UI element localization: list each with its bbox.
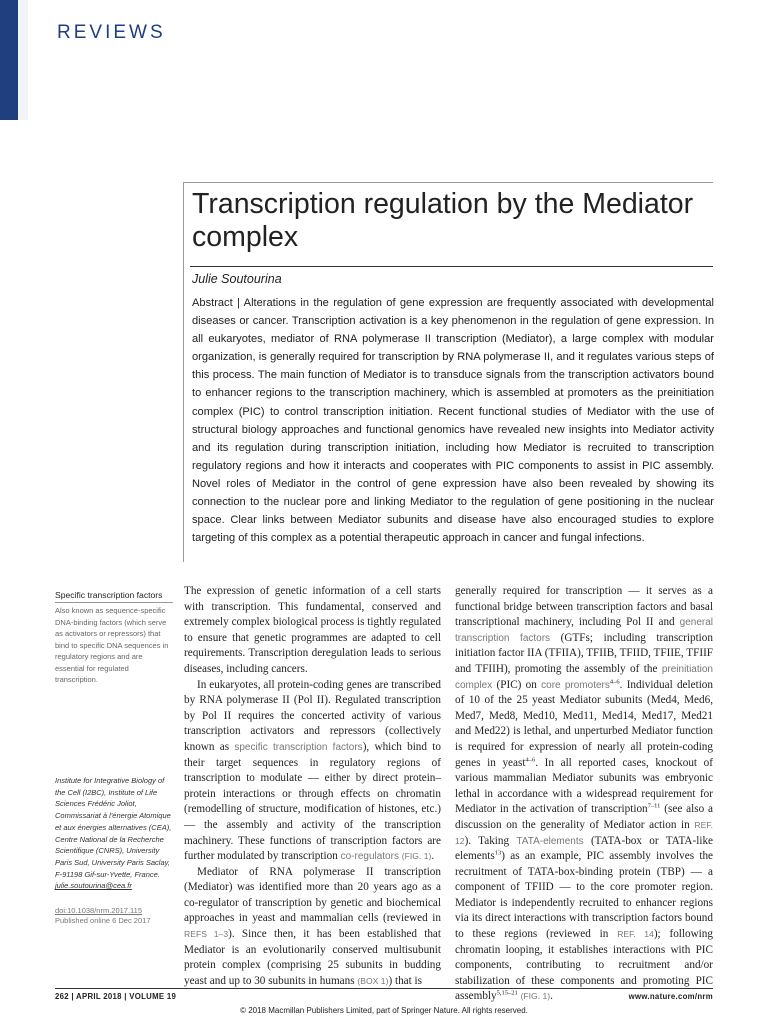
publication-info bbox=[55, 906, 180, 926]
figure-ref[interactable]: (FIG. 1) bbox=[401, 851, 432, 862]
page-info: 262 | APRIL 2018 | VOLUME 19 bbox=[55, 992, 177, 1001]
box-ref[interactable]: (BOX 1) bbox=[357, 975, 389, 986]
citation-sup[interactable]: 4–6 bbox=[609, 677, 620, 685]
doi-link[interactable]: doi:10.1038/nrm.2017.115 bbox=[55, 906, 143, 915]
body-paragraph: The expression of genetic information of a cell starts with transcription. This fundamental, conserved and extremely complex biological process is tightly regulated to ensure that genetic programmes are adapted to cell requirements. Transcription deregulation leads to serious diseases, including cancers. bbox=[184, 585, 441, 675]
figure-ref[interactable]: (FIG. 1) bbox=[520, 991, 551, 1002]
reference-link[interactable]: REFS 1–3 bbox=[184, 929, 229, 940]
copyright-notice: © 2018 Macmillan Publishers Limited, part of Springer Nature. All rights reserved. bbox=[240, 1006, 528, 1015]
body-paragraph: In eukaryotes, all protein-coding genes are transcribed by RNA polymerase II (Pol II). Regulated transcription by Pol II requires the concerted activity of various transcription activators and repressors (collectively known as specific transcription factors), which bind to their target sequences in regulatory regions of transcription to modulate — either by direct protein–protein interactions or through effects on chromatin (remodelling of structure, modification of histones, etc.) — the assembly and activity of the transcription machinery. These functions of transcription factors are further modulated by transcription co-regulators (FIG. 1). bbox=[184, 678, 441, 863]
journal-color-bar bbox=[0, 0, 18, 120]
abstract-side-rule bbox=[183, 182, 184, 562]
body-column-2 bbox=[455, 584, 713, 1005]
glossary-link[interactable]: general transcription factors bbox=[455, 617, 713, 644]
email-link[interactable]: julie.soutourina@cea.fr bbox=[55, 881, 132, 891]
author-rule bbox=[190, 266, 713, 267]
journal-website[interactable]: www.nature.com/nrm bbox=[628, 992, 713, 1001]
reference-link[interactable]: REF. 14 bbox=[617, 929, 654, 940]
reference-link[interactable]: REF. 12 bbox=[455, 819, 713, 846]
author-name: Julie Soutourina bbox=[192, 272, 282, 286]
body-column-1 bbox=[184, 584, 441, 989]
journal-color-bar-shade bbox=[18, 0, 28, 120]
glossary-definition: Also known as sequence-specific DNA-binding factors (which serve as activators or repressors) that bind to specific DNA sequences in regulatory regions and are essential for regulated transcription. bbox=[55, 606, 169, 684]
footer-rule bbox=[55, 988, 713, 989]
affiliation-text: Institute for Integrative Biology of the Cell (I2BC), Institute of Life Sciences Frédéric Joliot, Commissariat à l'énergie Atomique et aux énergies alternatives (CEA), Centre National de la Recherche Scientifique (CNRS), University Paris Sud, University Paris Saclay, F-91198 Gif-sur-Yvette, France. bbox=[55, 776, 172, 879]
author-affiliation bbox=[55, 775, 173, 892]
citation-sup[interactable]: 4–6 bbox=[525, 755, 536, 763]
abstract: Abstract | Alterations in the regulation of gene expression are frequently associated with developmental diseases or cancer. Transcription activation is a key phenomenon in the regulation of gene expression. In all eukaryotes, mediator of RNA polymerase II transcription (Mediator), a large complex with modular organization, is generally required for transcription by RNA polymerase II, and it regulates various steps of this process. The main function of Mediator is to transduce signals from the transcription activators bound to enhancer regions to the transcription machinery, which is assembled at promoters as the preinitiation complex (PIC) to control transcription initiation. Recent functional studies of Mediator with the use of structural biology approaches and functional genomics have revealed new insights into Mediator activity and its regulation during transcription initiation, including how Mediator is recruited to transcription regulatory regions and how it interacts and cooperates with PIC components to assist in PIC assembly. Novel roles of Mediator in the control of gene expression have also been revealed by showing its connection to the nuclear pore and linking Mediator to the regulation of gene positioning in the nuclear space. Clear links between Mediator subunits and disease have also encouraged studies to explore targeting of this complex as a potential therapeutic approach in cancer and fungal infections. bbox=[192, 297, 714, 545]
glossary-box bbox=[55, 590, 173, 686]
body-paragraph: generally required for transcription — it serves as a functional bridge between transcription factors and basal transcriptional machinery, including Pol II and general transcription factors (GTFs; including transcription initiation factor IIA (TFIIA), TFIIB, TFIID, TFIIE, TFIIF and TFIIH), promoting the assembly of the preinitiation complex (PIC) on core promoters$^{4-6}$. Individual deletion of 10 of the 25 yeast Mediator subunits (Med4, Med6, Med7, Med8, Med10, Med11, Med14, Med17, Med21 and Med22) is lethal, and unperturbed Mediator function is required for expression of nearly all protein-coding genes in yeast$^{4-6}$. In all reported cases, knockout of various mammalian Mediator subunits was embryonic lethal in accordance with a widespread requirement for Mediator in the activation of transcription$^{7-11}$ (see also a discussion on the generality of Mediator action in REF. 12). Taking TATA-elements (TATA-box or TATA-like elements$^{13}$) as an example, PIC assembly involves the recruitment of TATA-box-binding protein (TBP) — a component of TFIID — to the core promoter region. Mediator is independently recruited to enhancer regions via its direct interactions with transcription factors bound to these regions (reviewed in REF. 14); following chromatin looping, it establishes interactions with PIC components, contributing to recruitment and/or stabilization of these components and promoting PIC assembly$^{5,15-21}$ (FIG. 1). bbox=[455, 585, 714, 1003]
citation-sup[interactable]: 7–11 bbox=[647, 802, 661, 810]
glossary-link[interactable]: specific transcription factors bbox=[234, 741, 363, 753]
glossary-link[interactable]: core promoters bbox=[541, 679, 610, 691]
glossary-link[interactable]: co-regulators bbox=[340, 851, 399, 863]
glossary-link[interactable]: preinitiation complex bbox=[455, 663, 713, 691]
citation-sup[interactable]: 13 bbox=[494, 849, 502, 857]
citation-sup[interactable]: 5,15–21 bbox=[496, 989, 518, 997]
body-paragraph: Mediator of RNA polymerase II transcription (Mediator) was identified more than 20 years ago as a co-regulator of transcription by genetic and biochemical approaches in yeast and mammalian cells (reviewed in REFS 1–3). Since then, it has been established that Mediator is an evolutionarily conserved multisubunit protein complex (comprising 25 subunits in budding yeast and up to 30 subunits in humans (BOX 1)) that is bbox=[184, 865, 442, 987]
glossary-term: Specific transcription factors bbox=[55, 590, 173, 603]
article-title: Transcription regulation by the Mediator complex bbox=[192, 188, 694, 253]
title-top-rule bbox=[183, 182, 713, 183]
section-label: REVIEWS bbox=[57, 22, 166, 43]
published-date: Published online 6 Dec 2017 bbox=[55, 916, 151, 925]
glossary-link[interactable]: TATA-elements bbox=[516, 835, 584, 847]
